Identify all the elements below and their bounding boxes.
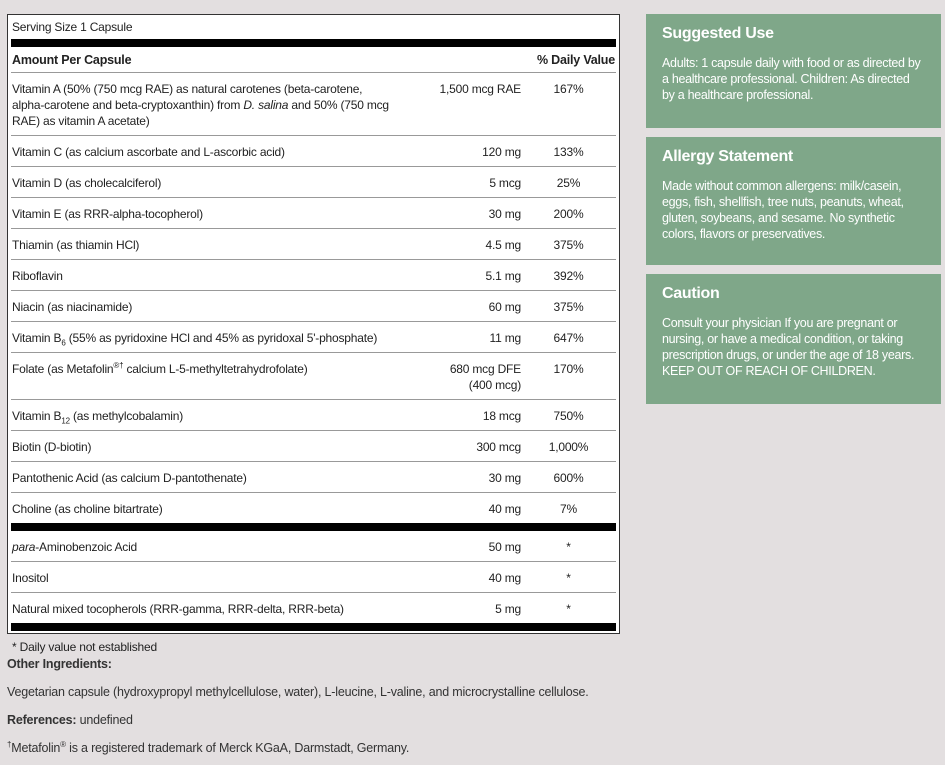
nutrient-name: Vitamin E (as RRR-alpha-tocopherol) <box>12 207 203 221</box>
allergy-text: Made without common allergens: milk/casein, eggs, fish, shellfish, tree nuts, peanuts, wheat, gluten, soybeans, and sesame. No synthetic colors, flavors or preservatives. <box>662 179 904 241</box>
daily-value-footnote: * Daily value not established <box>12 640 157 654</box>
nutrient-dv: 375% <box>553 238 584 252</box>
suggested-use-panel <box>646 14 941 128</box>
nutrient-dv: 7% <box>560 502 577 516</box>
table-row <box>11 431 616 462</box>
nutrient-dv: * <box>566 602 571 616</box>
nutrient-name: Natural mixed tocopherols (RRR-gamma, RRR-delta, RRR-beta) <box>12 602 344 616</box>
nutrient-name: Riboflavin <box>12 269 63 283</box>
table-row <box>11 400 616 431</box>
nutrient-dv: 750% <box>553 409 584 423</box>
nutrient-amount: 30 mg <box>488 471 521 485</box>
table-row <box>11 531 616 562</box>
nutrient-name: Vitamin $B_6$ (55% as pyridoxine HCl and 45% as pyridoxal 5'-phosphate) <box>12 331 378 348</box>
nutrient-name: Vitamin $B_{12}$ (as methylcobalamin) <box>12 409 184 426</box>
nutrient-name: Thiamin (as thiamin HCl) <box>12 238 140 252</box>
nutrient-amount: 11 mg <box>489 331 521 345</box>
table-row <box>11 593 616 623</box>
caution-panel <box>646 274 941 404</box>
thick-divider <box>11 623 616 631</box>
nutrient-amount: 5.1 mg <box>485 269 521 283</box>
table-row <box>11 462 616 493</box>
nutrient-name: Niacin (as niacinamide) <box>12 300 133 314</box>
nutrient-name: Vitamin A (50% (750 mcg RAE) as natural carotenes (beta-carotene, alpha-carotene and beta-cryptoxanthin) from D. salina and 50% (750 mcg RAE) as vitamin A acetate) <box>12 82 389 128</box>
nutrient-dv: * <box>566 540 571 554</box>
allergy-panel <box>646 137 941 265</box>
nutrient-name: Vitamin D (as cholecalciferol) <box>12 176 162 190</box>
nutrient-amount: 5 mg <box>495 602 521 616</box>
other-ingredients-heading: Other Ingredients: <box>7 657 112 671</box>
nutrient-name: para-Aminobenzoic Acid <box>12 540 138 554</box>
table-row <box>11 198 616 229</box>
other-ingredients-text: Vegetarian capsule (hydroxypropyl methylcellulose, water), L-leucine, L-valine, and microcrystalline cellulose. <box>7 685 589 699</box>
references-value: undefined <box>79 713 133 727</box>
suggested-use-text: Adults: 1 capsule daily with food or as directed by a healthcare professional. Children: As directed by a healthcare professional. <box>662 56 921 102</box>
table-row <box>11 260 616 291</box>
nutrient-dv: 392% <box>553 269 584 283</box>
nutrient-amount: 40 mg <box>488 502 521 516</box>
facts-header <box>11 47 616 73</box>
nutrient-dv: 133% <box>553 145 584 159</box>
nutrient-amount: 60 mg <box>488 300 521 314</box>
references-line <box>7 713 133 727</box>
suggested-use-title: Suggested Use <box>662 25 774 42</box>
allergy-title: Allergy Statement <box>662 148 793 165</box>
nutrient-name: Inositol <box>12 571 49 585</box>
header-amount-per-capsule: Amount Per Capsule <box>12 52 132 67</box>
nutrient-dv: 170% <box>553 362 584 376</box>
caution-text: Consult your physician If you are pregnant or nursing, or have a medical condition, or taking prescription drugs, or under the age of 18 years. KEEP OUT OF REACH OF CHILDREN. <box>662 316 915 378</box>
nutrient-name: Folate (as Metafolin®† calcium L-5-methyltetrahydrofolate) <box>12 361 308 376</box>
nutrient-name: Pantothenic Acid (as calcium D-pantothenate) <box>12 471 247 485</box>
header-daily-value: % Daily Value <box>537 52 615 67</box>
nutrient-amount: 50 mg <box>488 540 521 554</box>
nutrient-amount: 680 mcg DFE (400 mcg) <box>449 362 521 392</box>
table-row <box>11 562 616 593</box>
nutrient-amount: 4.5 mg <box>485 238 521 252</box>
thick-divider <box>11 523 616 531</box>
nutrient-amount: 40 mg <box>488 571 521 585</box>
nutrient-dv: 375% <box>553 300 584 314</box>
table-row <box>11 493 616 523</box>
nutrient-dv: 200% <box>553 207 584 221</box>
nutrient-name: Biotin (D-biotin) <box>12 440 92 454</box>
nutrient-dv: 600% <box>553 471 584 485</box>
nutrient-dv: 25% <box>556 176 581 190</box>
caution-title: Caution <box>662 285 720 302</box>
supplement-facts-table <box>7 14 620 654</box>
trademark-note: †Metafolin® is a registered trademark of Merck KGaA, Darmstadt, Germany. <box>7 739 410 755</box>
nutrient-amount: 30 mg <box>488 207 521 221</box>
references-label: References: <box>7 713 77 727</box>
nutrient-dv: 167% <box>553 82 584 96</box>
nutrient-dv: 647% <box>553 331 584 345</box>
table-row <box>11 136 616 167</box>
table-row <box>11 229 616 260</box>
nutrient-amount: 120 mg <box>482 145 521 159</box>
nutrient-amount: 1,500 mcg RAE <box>439 82 521 96</box>
nutrient-amount: 18 mcg <box>482 409 521 423</box>
nutrient-name: Choline (as choline bitartrate) <box>12 502 163 516</box>
nutrient-dv: 1,000% <box>548 440 589 454</box>
nutrient-amount: 300 mcg <box>476 440 521 454</box>
nutrient-name: Vitamin C (as calcium ascorbate and L-ascorbic acid) <box>12 145 285 159</box>
table-row <box>11 73 616 136</box>
nutrient-dv: * <box>566 571 571 585</box>
table-row <box>11 353 616 400</box>
table-row <box>11 291 616 322</box>
serving-size: Serving Size 1 Capsule <box>12 20 133 34</box>
nutrient-amount: 5 mcg <box>489 176 521 190</box>
table-row <box>11 167 616 198</box>
thick-divider <box>11 39 616 47</box>
table-row <box>11 322 616 353</box>
